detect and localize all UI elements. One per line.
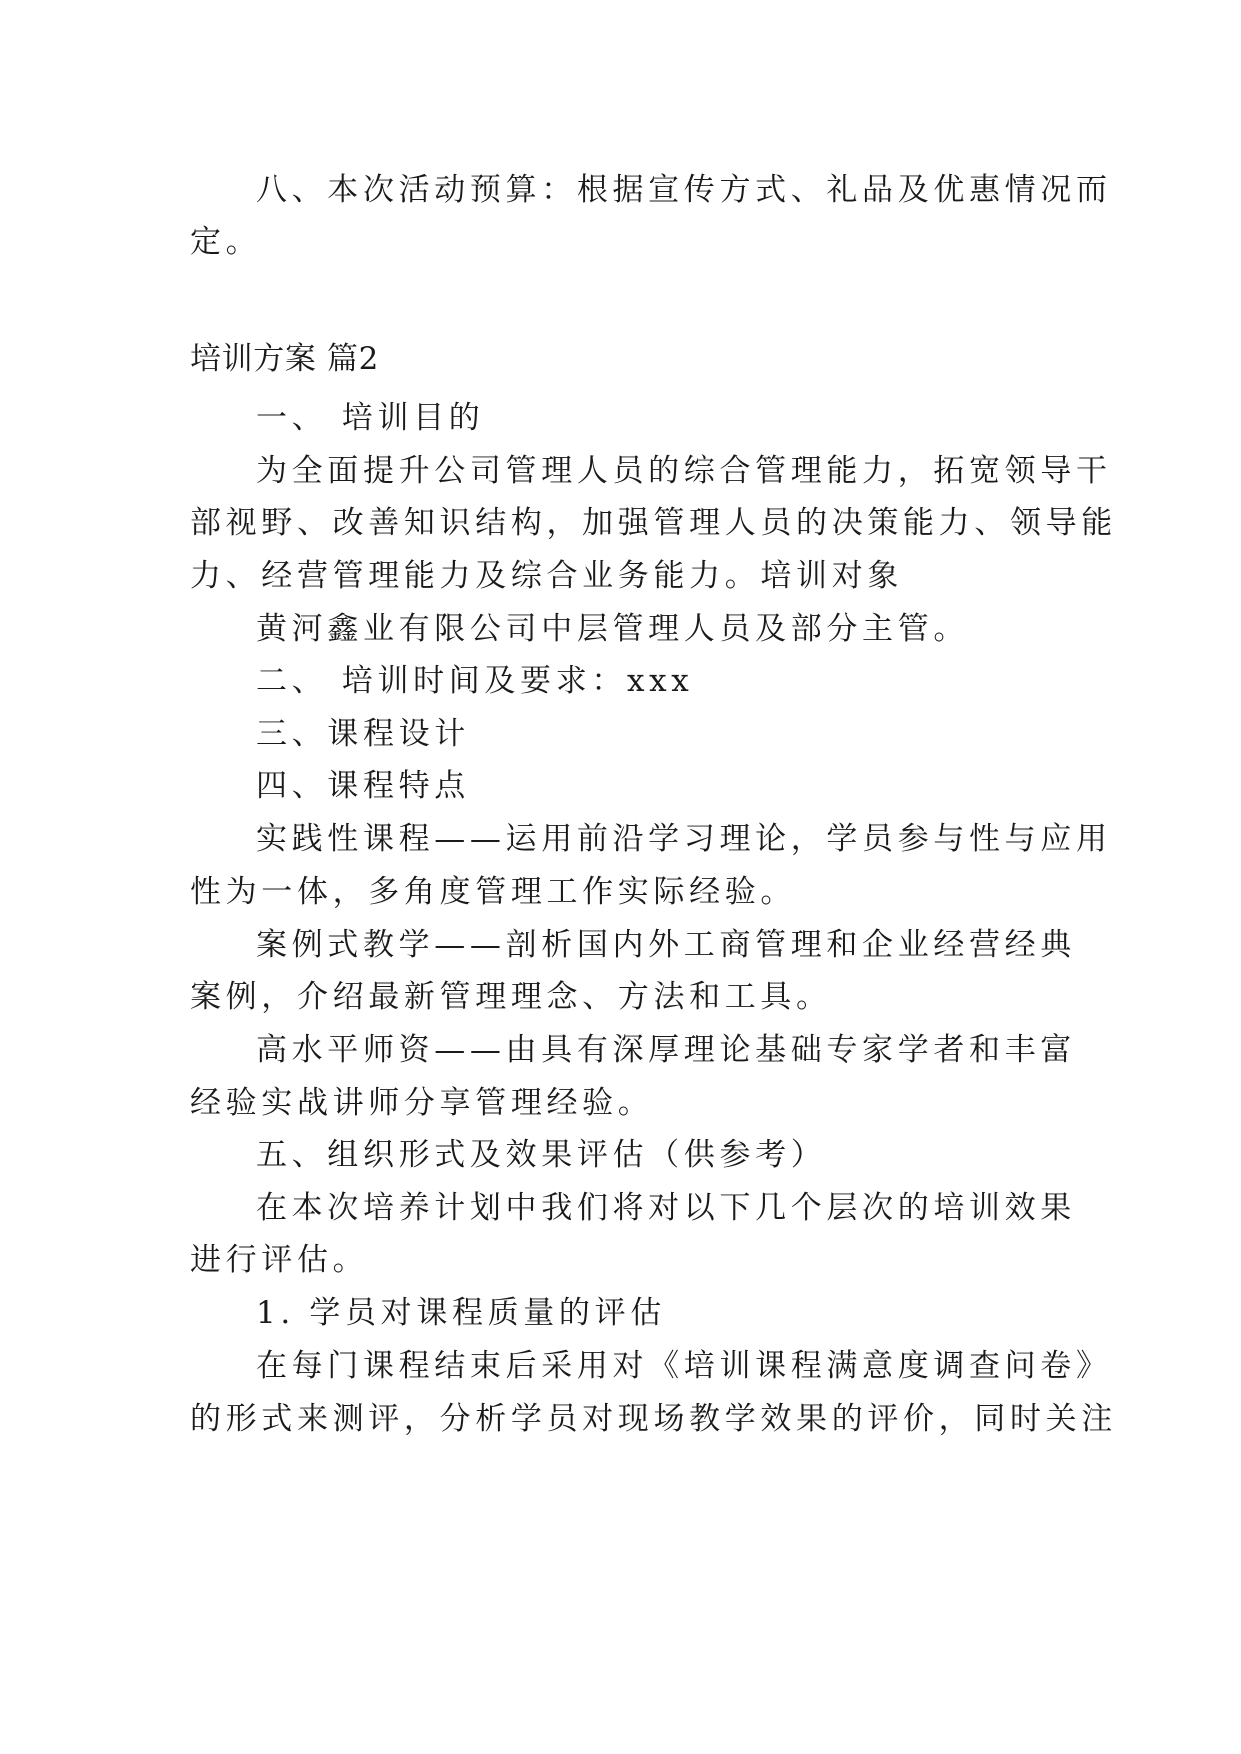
paragraph-line: 案例式教学——剖析国内外工商管理和企业经营经典 [256,927,1076,963]
section-heading: 培训方案 篇2 [190,341,379,377]
item-heading-1: 一、 培训目的 [256,400,485,436]
budget-line: 八、本次活动预算：根据宣传方式、礼品及优惠情况而 [256,172,1112,208]
item-heading-4: 四、课程特点 [256,768,470,804]
paragraph-line: 黄河鑫业有限公司中层管理人员及部分主管。 [256,611,969,647]
paragraph-line: 在本次培养计划中我们将对以下几个层次的培训效果 [256,1190,1076,1226]
paragraph-line: 实践性课程——运用前沿学习理论，学员参与性与应用 [256,821,1112,857]
paragraph-line: 力、经营管理能力及综合业务能力。培训对象 [190,558,903,594]
paragraph-line: 经验实战讲师分享管理经验。 [190,1085,654,1121]
budget-line-cont: 定。 [190,224,262,260]
paragraph-line: 部视野、改善知识结构，加强管理人员的决策能力、领导能 [190,505,1117,541]
item-heading-2: 二、 培训时间及要求：xxx [256,663,694,699]
paragraph-line: 性为一体，多角度管理工作实际经验。 [190,874,797,910]
paragraph-line: 案例，介绍最新管理理念、方法和工具。 [190,979,832,1015]
sub-item-heading: 1. 学员对课程质量的评估 [256,1295,666,1331]
item-heading-3: 三、课程设计 [256,716,470,752]
paragraph-line: 高水平师资——由具有深厚理论基础专家学者和丰富 [256,1032,1076,1068]
paragraph-line: 为全面提升公司管理人员的综合管理能力，拓宽领导干 [256,453,1112,489]
paragraph-line: 的形式来测评，分析学员对现场教学效果的评价，同时关注 [190,1401,1117,1437]
paragraph-line: 在每门课程结束后采用对《培训课程满意度调查问卷》 [256,1348,1112,1384]
paragraph-line: 进行评估。 [190,1242,369,1278]
item-heading-5: 五、组织形式及效果评估（供参考） [256,1137,827,1173]
